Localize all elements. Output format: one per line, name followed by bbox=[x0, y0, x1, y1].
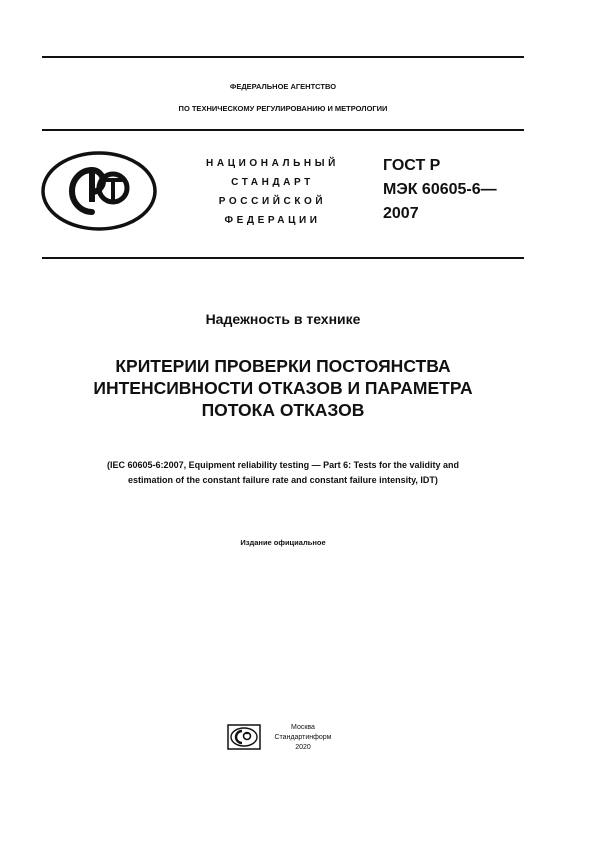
national-line-3: РОССИЙСКОЙ bbox=[218, 196, 327, 207]
title-line-2: ИНТЕНСИВНОСТИ ОТКАЗОВ И ПАРАМЕТРА bbox=[93, 378, 473, 398]
publisher-info bbox=[262, 723, 344, 753]
document-title bbox=[42, 355, 524, 421]
agency-line-2: ПО ТЕХНИЧЕСКОМУ РЕГУЛИРОВАНИЮ И МЕТРОЛОГИИ bbox=[178, 104, 388, 113]
header-rule bbox=[42, 129, 524, 131]
logo-rule bbox=[42, 257, 524, 259]
edition-note: Издание официальное bbox=[240, 538, 326, 547]
publisher-year: 2020 bbox=[295, 744, 311, 751]
top-rule bbox=[42, 56, 524, 58]
national-line-1: НАЦИОНАЛЬНЫЙ bbox=[206, 158, 339, 169]
national-line-2: СТАНДАРТ bbox=[231, 177, 314, 188]
document-subtitle: Надежность в технике bbox=[205, 311, 361, 327]
title-line-3: ПОТОКА ОТКАЗОВ bbox=[201, 400, 365, 420]
designation-line-1: ГОСТ Р bbox=[383, 157, 441, 174]
iec-reference bbox=[42, 458, 524, 488]
title-line-1: КРИТЕРИИ ПРОВЕРКИ ПОСТОЯНСТВА bbox=[115, 356, 451, 376]
iec-line-1: (IEC 60605-6:2007, Equipment reliability testing — Part 6: Tests for the validity and bbox=[107, 460, 459, 470]
agency-line-1: ФЕДЕРАЛЬНОЕ АГЕНТСТВО bbox=[229, 82, 337, 91]
standartinform-logo-icon bbox=[227, 724, 261, 750]
iec-line-2: estimation of the constant failure rate and constant failure intensity, IDT) bbox=[128, 475, 438, 485]
designation-line-2: МЭК 60605-6— bbox=[383, 181, 497, 198]
publisher-name: Стандартинформ bbox=[274, 734, 332, 741]
national-line-4: ФЕДЕРАЦИИ bbox=[224, 215, 321, 226]
publisher-city: Москва bbox=[291, 724, 315, 731]
designation-line-3: 2007 bbox=[383, 205, 419, 222]
rst-certification-mark-icon bbox=[40, 150, 158, 232]
standard-designation bbox=[383, 154, 497, 226]
national-standard-block bbox=[180, 154, 365, 230]
